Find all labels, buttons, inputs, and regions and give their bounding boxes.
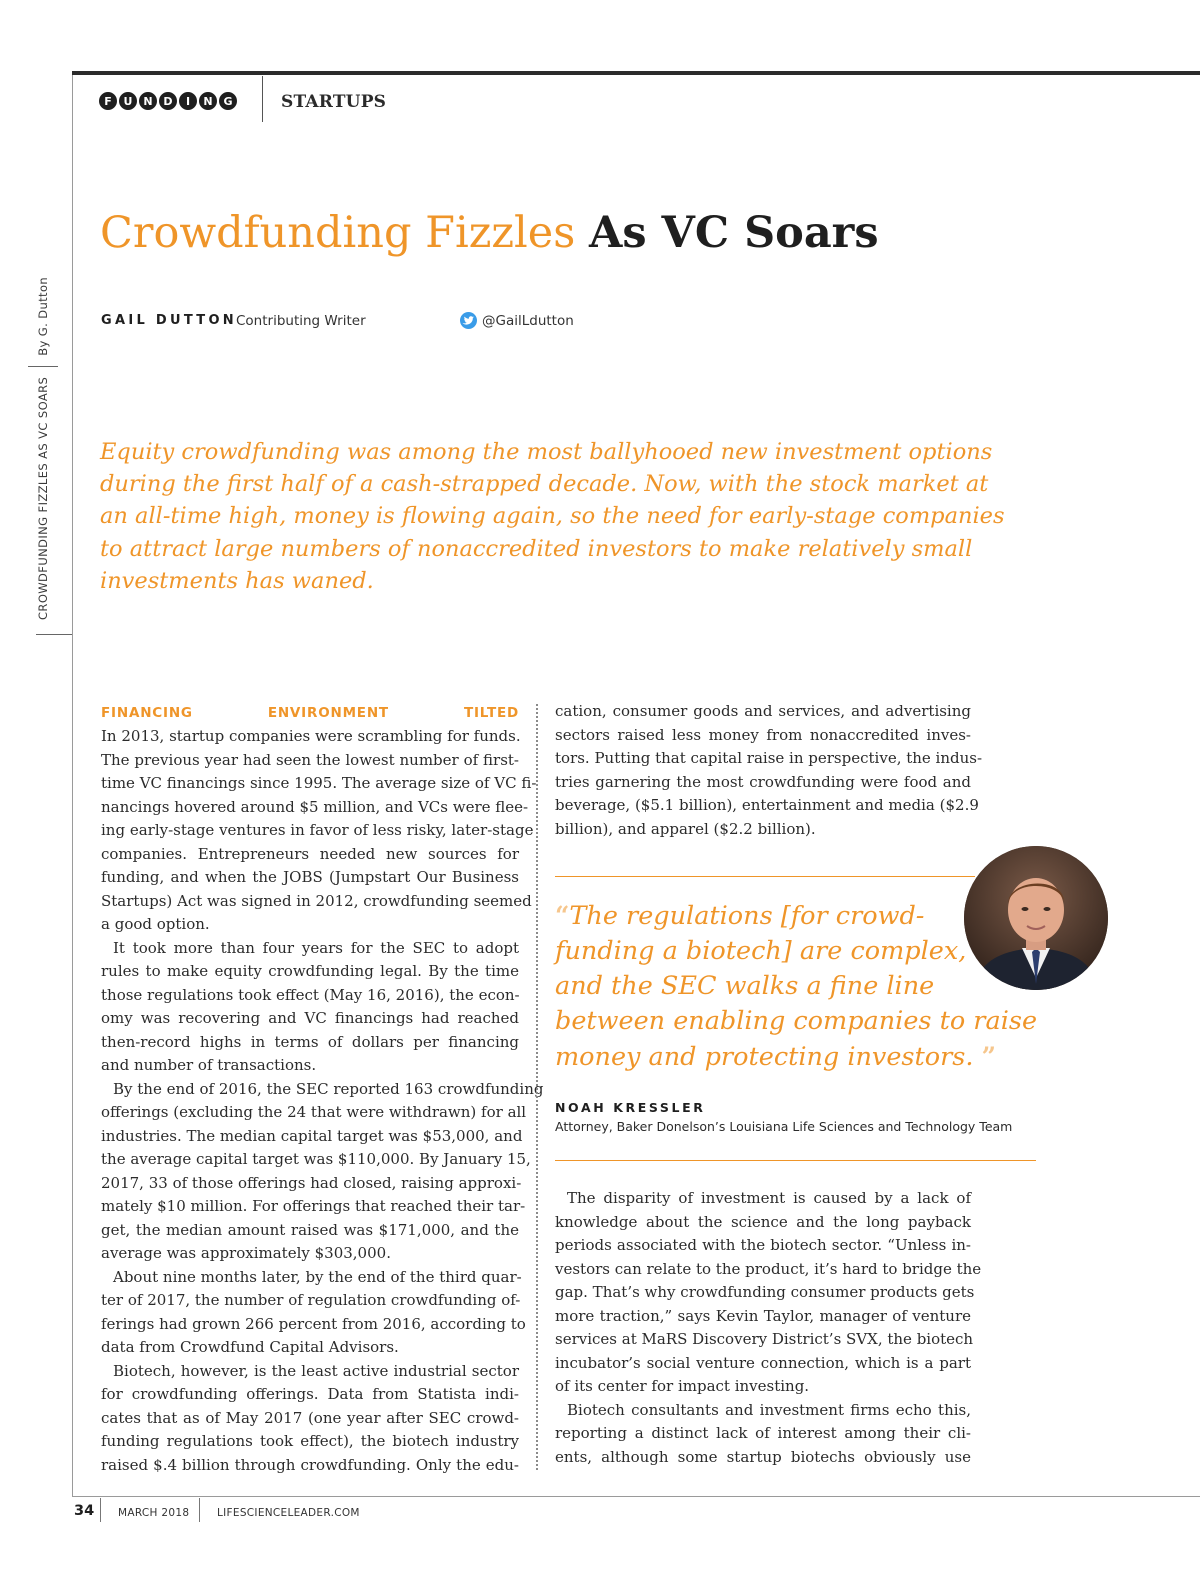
body-line: those regulations took effect (May 16, 2016), the econ- (101, 985, 520, 1004)
pull-quote-line (555, 898, 1005, 934)
body-line: Biotech consultants and investment firms echo this, (567, 1400, 971, 1419)
pull-quote-text: money and protecting investors. (555, 1042, 974, 1072)
website-url[interactable]: LIFESCIENCELEADER.COM (217, 1507, 360, 1519)
quote-attribution-name: NOAH KRESSLER (555, 1100, 706, 1115)
body-line: industries. The median capital target was $53,000, and (101, 1126, 523, 1145)
pull-quote-line: between enabling companies to raise (555, 1006, 1038, 1036)
body-line: By the end of 2016, the SEC reported 163 crowdfunding (113, 1079, 544, 1098)
body-line: cates that as of May 2017 (one year after SEC crowd- (101, 1408, 519, 1427)
column-divider-dotted (536, 704, 538, 1470)
body-line: average was approximately $303,000. (101, 1244, 391, 1262)
body-line: tries garnering the most crowdfunding were food and (555, 772, 971, 791)
pull-quote-line: funding a biotech] are complex, (555, 936, 967, 966)
side-running-head (28, 277, 58, 620)
badge-letter: G (219, 92, 237, 110)
deck-line: Equity crowdfunding was among the most ballyhooed new investment options (100, 439, 993, 465)
twitter-handle: @GailLdutton (482, 313, 574, 329)
badge-letter: D (159, 92, 177, 110)
section-subhead: FINANCING ENVIRONMENT TILTED (101, 705, 519, 721)
author-name: GAIL DUTTON (101, 313, 237, 328)
body-line: gap. That’s why crowdfunding consumer products gets (555, 1283, 975, 1301)
article-deck (100, 436, 1005, 597)
body-line: incubator’s social venture connection, which is a part (555, 1353, 971, 1372)
section-divider (262, 76, 263, 122)
body-line: funding, and when the JOBS (Jumpstart Our Business (101, 868, 519, 886)
footer-rule (72, 1496, 1200, 1497)
body-line: for crowdfunding offerings. Data from Statista indi- (101, 1385, 519, 1403)
body-line: Biotech, however, is the least active industrial sector (113, 1361, 519, 1380)
footer-separator (100, 1498, 101, 1522)
body-line: then-record highs in terms of dollars per financing (101, 1032, 519, 1051)
twitter-bird-icon (460, 312, 477, 329)
headline-dark-part: As VC Soars (588, 208, 879, 258)
body-column-1 (101, 702, 544, 1477)
body-line: of its center for impact investing. (555, 1377, 810, 1395)
twitter-bird-glyph (460, 312, 477, 329)
open-quote-mark-icon: “ (555, 901, 570, 930)
section-label: STARTUPS (281, 92, 387, 112)
badge-letter: I (179, 92, 197, 110)
body-line: reporting a distinct lack of interest among their cli- (555, 1424, 971, 1442)
body-line: mately $10 million. For offerings that reached their tar- (101, 1197, 526, 1215)
body-line: cation, consumer goods and services, and advertising (555, 702, 971, 720)
badge-letter: N (199, 92, 217, 110)
headline-orange-part: Crowdfunding Fizzles (100, 208, 576, 258)
body-line: services at MaRS Discovery District’s SVX, the biotech (555, 1330, 974, 1348)
body-line: a good option. (101, 915, 210, 933)
body-line: raised $.4 billion through crowdfunding. Only the edu- (101, 1455, 519, 1474)
author-role: Contributing Writer (236, 313, 366, 329)
body-line: and number of transactions. (101, 1056, 317, 1074)
body-line: vestors can relate to the product, it’s hard to bridge the (555, 1259, 982, 1278)
body-line: About nine months later, by the end of the third quar- (113, 1267, 522, 1286)
body-line: the average capital target was $110,000. By January 15, (101, 1150, 531, 1168)
body-line: rules to make equity crowdfunding legal. By the time (101, 962, 519, 980)
issue-date: MARCH 2018 (118, 1507, 190, 1519)
body-line: time VC financings since 1995. The average size of VC fi- (101, 774, 537, 792)
quote-attribution-title: Attorney, Baker Donelson’s Louisiana Life Sciences and Technology Team (555, 1119, 1013, 1134)
page-number: 34 (74, 1503, 95, 1519)
body-line: omy was recovering and VC financings had reached (101, 1009, 519, 1027)
body-line: get, the median amount raised was $171,000, and the (101, 1220, 519, 1239)
pull-quote-rule-bottom (555, 1160, 1036, 1161)
badge-letter: U (119, 92, 137, 110)
left-margin-rule (72, 75, 73, 1496)
pull-quote-line (555, 1039, 1005, 1075)
body-column-2-top (555, 700, 983, 841)
body-line: Startups) Act was signed in 2012, crowdfunding seemed (101, 891, 532, 910)
pull-quote-rule-top (555, 876, 975, 877)
body-line: In 2013, startup companies were scrambling for funds. (101, 727, 521, 745)
body-line: ing early-stage ventures in favor of less risky, later-stage (101, 821, 534, 839)
body-line: funding regulations took effect), the biotech industry (101, 1432, 519, 1450)
body-column-2-bottom (555, 1187, 982, 1469)
body-line: billion), and apparel ($2.2 billion). (555, 819, 816, 838)
body-line: sectors raised less money from nonaccredited inves- (555, 725, 971, 744)
side-author: By G. Dutton (36, 276, 50, 356)
body-line: knowledge about the science and the long payback (555, 1212, 971, 1231)
side-tick-rule (36, 634, 72, 635)
body-line: data from Crowdfund Capital Advisors. (101, 1338, 399, 1356)
badge-letter: N (139, 92, 157, 110)
body-line: It took more than four years for the SEC to adopt (113, 938, 519, 957)
body-line: The disparity of investment is caused by a lack of (567, 1189, 971, 1207)
body-line: more traction,” says Kevin Taylor, manager of venture (555, 1306, 971, 1325)
portrait-photo (964, 846, 1108, 990)
funding-badge (99, 92, 237, 110)
body-line: ter of 2017, the number of regulation crowdfunding of- (101, 1291, 521, 1309)
body-line: companies. Entrepreneurs needed new sources for (101, 844, 519, 863)
pull-quote (555, 898, 1038, 1075)
body-line: 2017, 33 of those offerings had closed, raising approxi- (101, 1173, 522, 1192)
side-title: CROWDFUNDING FIZZLES AS VC SOARS (36, 376, 50, 620)
body-line: beverage, ($5.1 billion), entertainment and media ($2.9 (555, 796, 979, 814)
badge-letter: F (99, 92, 117, 110)
deck-line: during the first half of a cash-strapped decade. Now, with the stock market at (100, 471, 989, 498)
body-line: ents, although some startup biotechs obviously use (555, 1447, 971, 1466)
headline (100, 208, 879, 258)
deck-line: an all-time high, money is flowing again, so the need for early-stage companies (100, 503, 1005, 530)
body-line: periods associated with the biotech sector. “Unless in- (555, 1236, 971, 1254)
pull-quote-line: and the SEC walks a fine line (555, 971, 935, 1001)
close-quote-mark-icon: ” (981, 1042, 996, 1071)
body-line: tors. Putting that capital raise in perspective, the indus- (555, 749, 983, 767)
top-rule (72, 71, 1200, 75)
deck-line: to attract large numbers of nonaccredited investors to make relatively small (100, 535, 973, 562)
body-line: nancings hovered around $5 million, and VCs were flee- (101, 797, 529, 816)
deck-line: investments has waned. (100, 567, 374, 594)
portrait-illustration (964, 846, 1108, 990)
body-line: The previous year had seen the lowest number of first- (101, 750, 519, 769)
body-line: ferings had grown 266 percent from 2016, according to (101, 1314, 526, 1333)
side-separator (28, 366, 58, 367)
footer-separator (199, 1498, 200, 1522)
body-line: offerings (excluding the 24 that were withdrawn) for all (101, 1103, 527, 1121)
pull-quote-text: The regulations [for crowd- (569, 901, 925, 931)
